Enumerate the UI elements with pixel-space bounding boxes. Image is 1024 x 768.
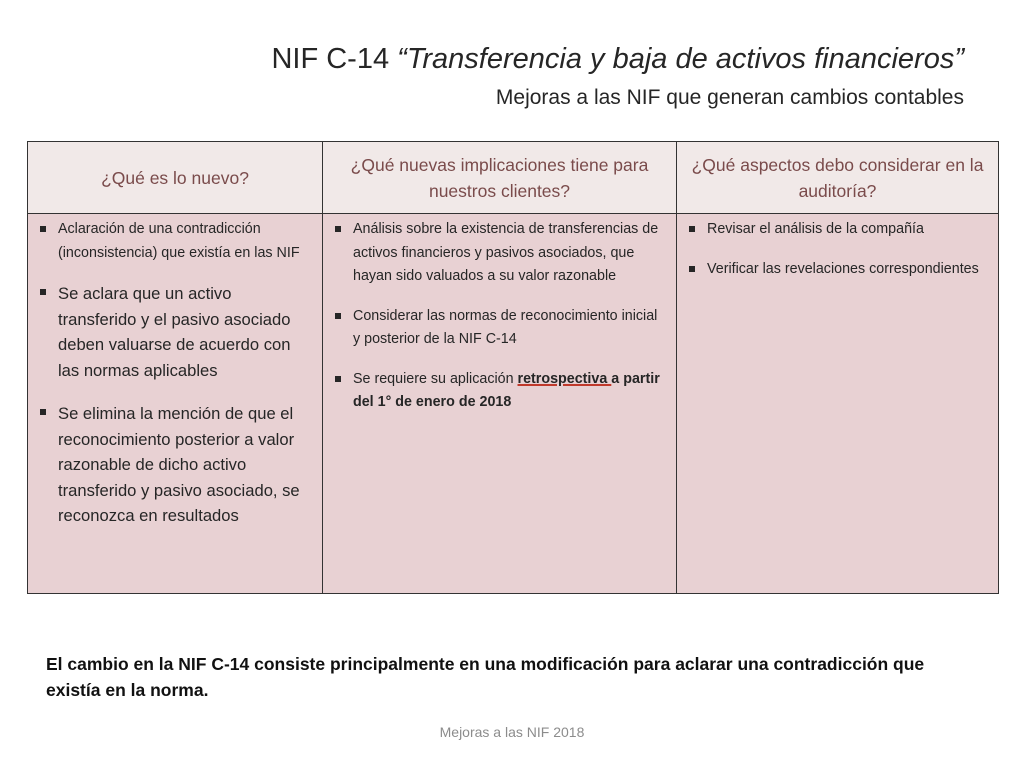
column-what-is-new [28,214,323,594]
effective-date-prefix: Se requiere su aplicación [353,370,518,387]
column-client-implications [323,214,677,594]
list-item: Verificar las revelaciones correspondientes [681,258,990,282]
header-client-implications: ¿Qué nuevas implicaciones tiene para nuestros clientes? [323,142,677,214]
table-body-row [28,214,999,594]
list-item: Se elimina la mención de que el reconocimiento posterior a valor razonable de dicho activo transferido y pasivo asociado, se reconozca en resultados [32,401,314,529]
title-standard-name: “Transferencia y baja de activos financieros” [397,43,964,75]
nif-comparison-table [27,141,999,594]
header-what-is-new: ¿Qué es lo nuevo? [28,142,323,214]
client-implications-list [327,218,668,415]
effective-date-text: a partir del 1° de enero de 2018 [353,370,660,410]
header-audit-aspects: ¿Qué aspectos debo considerar en la auditoría? [677,142,999,214]
list-item: Considerar las normas de reconocimiento inicial y posterior de la NIF C-14 [327,305,668,352]
list-item: Revisar el análisis de la compañía [681,218,990,242]
slide-subtitle: Mejoras a las NIF que generan cambios contables [495,86,964,109]
list-item: Se aclara que un activo transferido y el pasivo asociado deben valuarse de acuerdo con las normas aplicables [32,281,314,383]
list-item-effective-date [327,368,668,415]
column-audit-aspects [677,214,999,594]
slide-footer: Mejoras a las NIF 2018 [439,724,585,740]
conclusion-text: El cambio en la NIF C-14 consiste principalmente en una modificación para aclarar una contradicción que existía en la norma. [46,654,925,700]
slide-title [271,40,964,78]
audit-aspects-list [681,218,990,281]
list-item: Aclaración de una contradicción (inconsistencia) que existía en las NIF [32,218,314,265]
retrospective-emphasis: retrospectiva [517,370,612,387]
list-item: Análisis sobre la existencia de transferencias de activos financieros y pasivos asociados, que hayan sido valuados a su valor razonable [327,218,668,289]
table-header-row [28,142,999,214]
what-is-new-list [32,218,314,529]
title-prefix: NIF C-14 [271,43,398,75]
